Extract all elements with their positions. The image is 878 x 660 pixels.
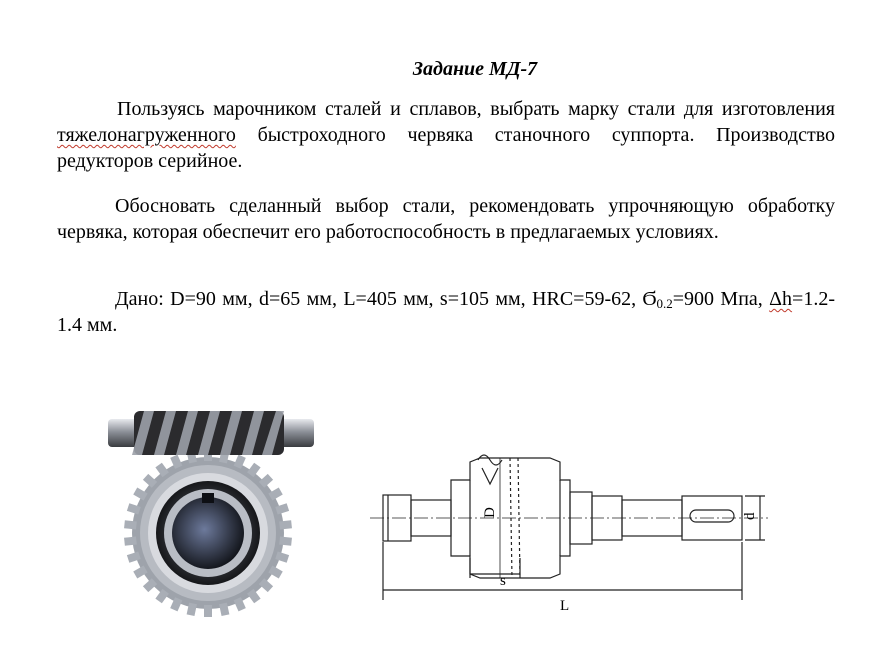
- task-paragraph-2: Обосновать сделанный выбор стали, рекомендовать упрочняющую обработку червяка, которая обеспечит его работоспособность в предлагаемых условиях.: [57, 195, 835, 243]
- paragraph-1-before: Пользуясь марочником сталей и сплавов, выбрать марку стали для изготовления: [117, 98, 835, 120]
- delta-h-value: =1.2-1.4 мм.: [57, 288, 835, 336]
- label-d: d: [742, 512, 758, 520]
- sigma-subscript: 0.2: [656, 296, 673, 311]
- gear-tooth: [204, 605, 212, 617]
- paragraph-1-after: быстроходного червяка станочного суппорта. Производство редукторов серийное.: [57, 124, 835, 172]
- sigma-symbol: Ϭ: [642, 288, 657, 310]
- spellcheck-flagged-word: тяжелонагруженного: [57, 124, 236, 146]
- gear-teeth: [124, 449, 292, 617]
- worm-technical-drawing: [370, 440, 770, 615]
- worm-shaft: [108, 411, 314, 455]
- task-given-data: [57, 286, 835, 338]
- given-intro: Дано: D=90 мм, d=65 мм, L=405 мм, s=105 мм, HRC=59-62,: [115, 288, 643, 310]
- gear-tooth: [124, 520, 137, 529]
- label-D: D: [482, 507, 498, 518]
- gear-tooth: [279, 537, 292, 546]
- sigma-value: =900 Мпа,: [672, 288, 770, 310]
- gear-tooth: [279, 520, 292, 529]
- task-paragraph-1: [57, 96, 835, 174]
- label-s: s: [500, 573, 506, 589]
- worm-gear-photo: [104, 405, 319, 630]
- task-title: Задание МД-7: [412, 58, 538, 80]
- delta-h-symbol: Δh: [769, 288, 793, 310]
- label-L: L: [560, 598, 570, 614]
- gear-tooth: [124, 537, 137, 546]
